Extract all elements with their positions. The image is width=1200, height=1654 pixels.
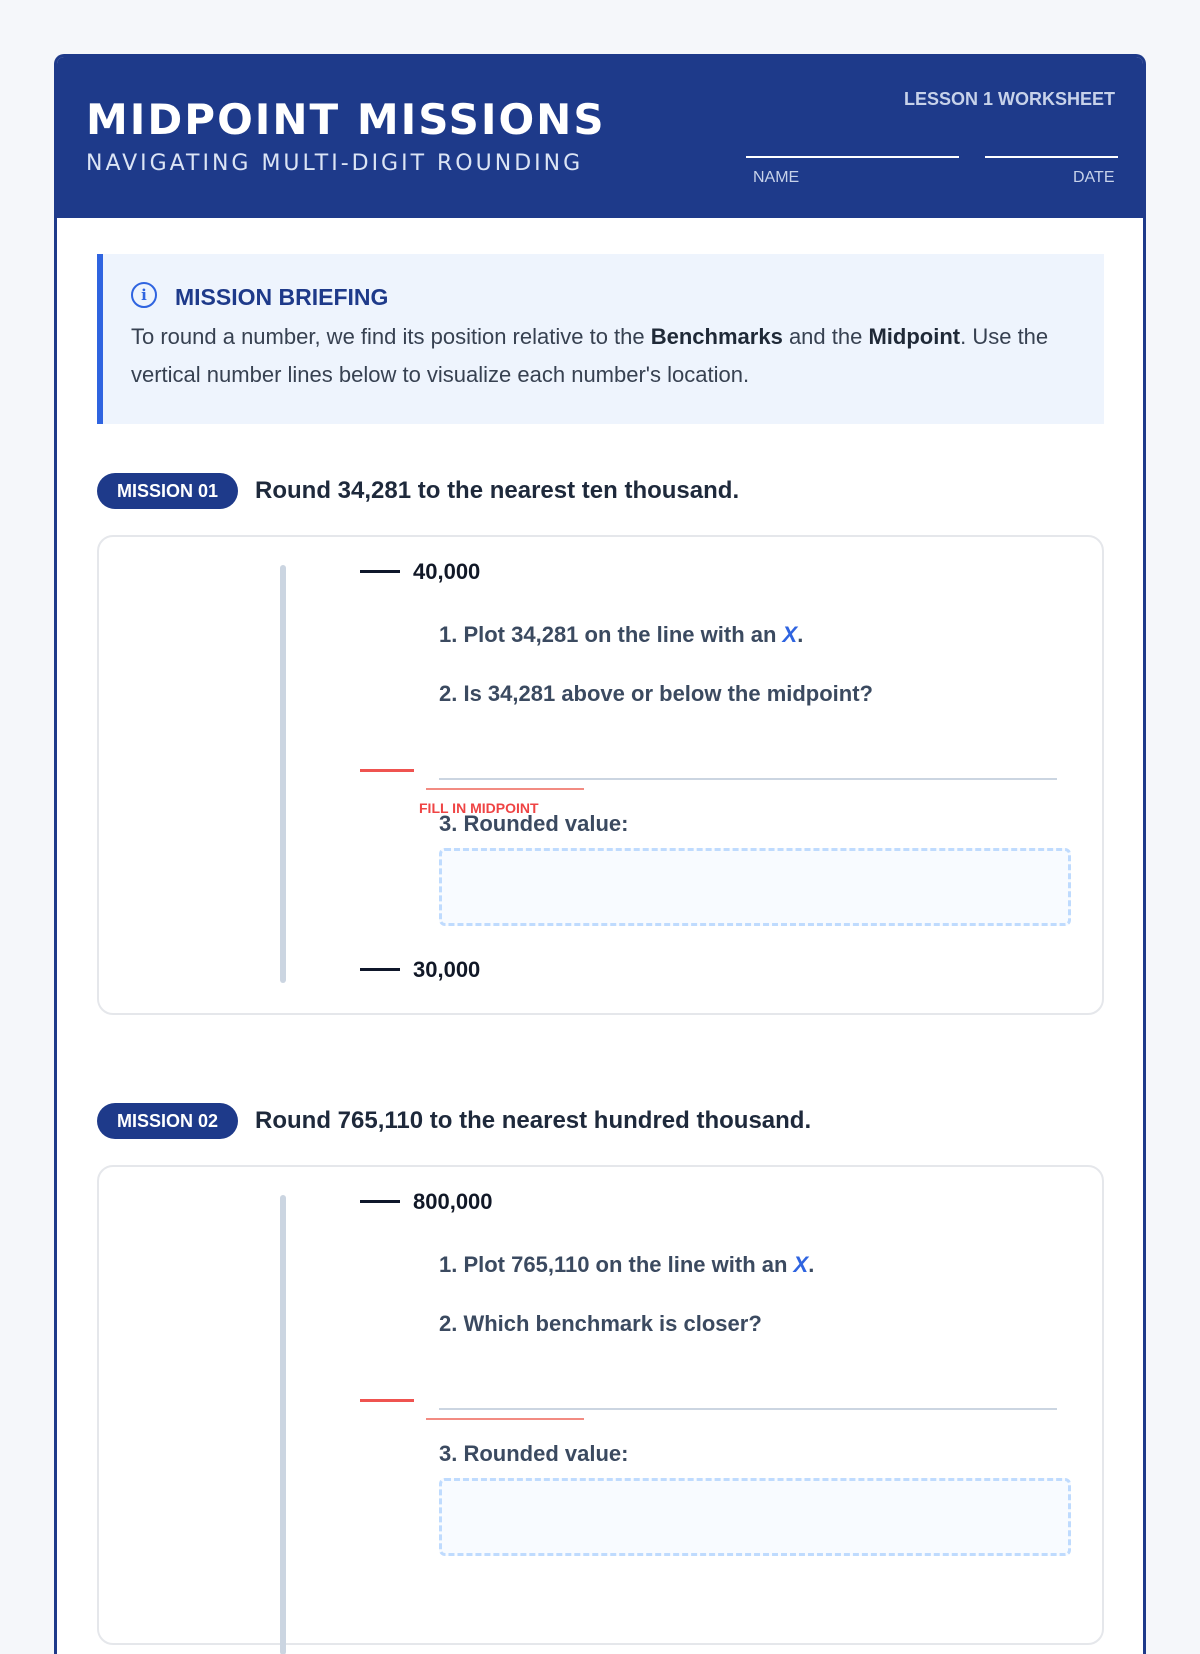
briefing-text	[131, 318, 1081, 394]
midpoint-fill-line[interactable]	[426, 788, 584, 790]
name-field[interactable]	[746, 156, 959, 158]
mission-question: Round 765,110 to the nearest hundred thousand.	[255, 1107, 812, 1134]
bottom-benchmark-tick	[360, 968, 400, 971]
step-plot: 1. Plot 34,281 on the line with an X.	[439, 622, 804, 647]
number-line[interactable]	[280, 565, 286, 983]
mission-card	[97, 535, 1104, 1015]
top-benchmark-tick	[360, 1200, 400, 1203]
step-rounded-value: 3. Rounded value:	[439, 1441, 629, 1466]
name-label: NAME	[753, 169, 800, 186]
worksheet-header	[57, 57, 1143, 218]
mission-badge: MISSION 01	[97, 473, 238, 509]
mission-question: Round 34,281 to the nearest ten thousand.	[255, 477, 740, 504]
lesson-label: LESSON 1 WORKSHEET	[903, 89, 1115, 109]
step-plot: 1. Plot 765,110 on the line with an X.	[439, 1252, 815, 1277]
page-subtitle: NAVIGATING MULTI-DIGIT ROUNDING	[86, 151, 584, 176]
rounded-value-box[interactable]	[439, 1478, 1071, 1556]
midpoint-label: FILL IN MIDPOINT	[419, 800, 539, 816]
step-rounded-value: 3. Rounded value:	[439, 811, 629, 836]
midpoint-fill-line[interactable]	[426, 1418, 584, 1420]
mission-header	[97, 1103, 811, 1139]
step-plot-text: 1. Plot 34,281 on the line with an	[439, 622, 783, 647]
info-icon: i	[131, 282, 157, 308]
date-field[interactable]	[985, 156, 1118, 158]
briefing-text-part: . Use the vertical number lines below to visualize each number's location.	[131, 324, 1049, 387]
rounded-value-box[interactable]	[439, 848, 1071, 926]
x-mark: X	[793, 1252, 809, 1277]
top-benchmark-value: 800,000	[413, 1189, 493, 1214]
top-benchmark-value: 40,000	[413, 559, 481, 584]
mission-badge: MISSION 02	[97, 1103, 238, 1139]
number-line[interactable]	[280, 1195, 286, 1654]
bottom-benchmark-value: 30,000	[413, 957, 481, 982]
step-plot-text: 1. Plot 765,110 on the line with an	[439, 1252, 794, 1277]
mission-card	[97, 1165, 1104, 1645]
answer-line[interactable]	[439, 1408, 1057, 1410]
briefing-text-part: To round a number, we find its position relative to the	[131, 324, 651, 349]
midpoint-tick	[360, 769, 414, 772]
briefing-benchmarks: Benchmarks	[650, 324, 783, 349]
briefing-title: MISSION BRIEFING	[175, 284, 389, 310]
briefing-midpoint: Midpoint	[868, 324, 961, 349]
step-benchmark-question: 2. Which benchmark is closer?	[439, 1311, 762, 1336]
midpoint-tick	[360, 1399, 414, 1402]
worksheet	[54, 54, 1146, 1654]
mission-briefing	[97, 254, 1104, 424]
step-midpoint-question: 2. Is 34,281 above or below the midpoint?	[439, 681, 873, 706]
briefing-text-part: and the	[782, 324, 869, 349]
answer-line[interactable]	[439, 778, 1057, 780]
mission-header	[97, 473, 739, 509]
date-label: DATE	[1073, 169, 1115, 186]
top-benchmark-tick	[360, 570, 400, 573]
x-mark: X	[782, 622, 798, 647]
page-title: MIDPOINT MISSIONS	[86, 95, 606, 144]
